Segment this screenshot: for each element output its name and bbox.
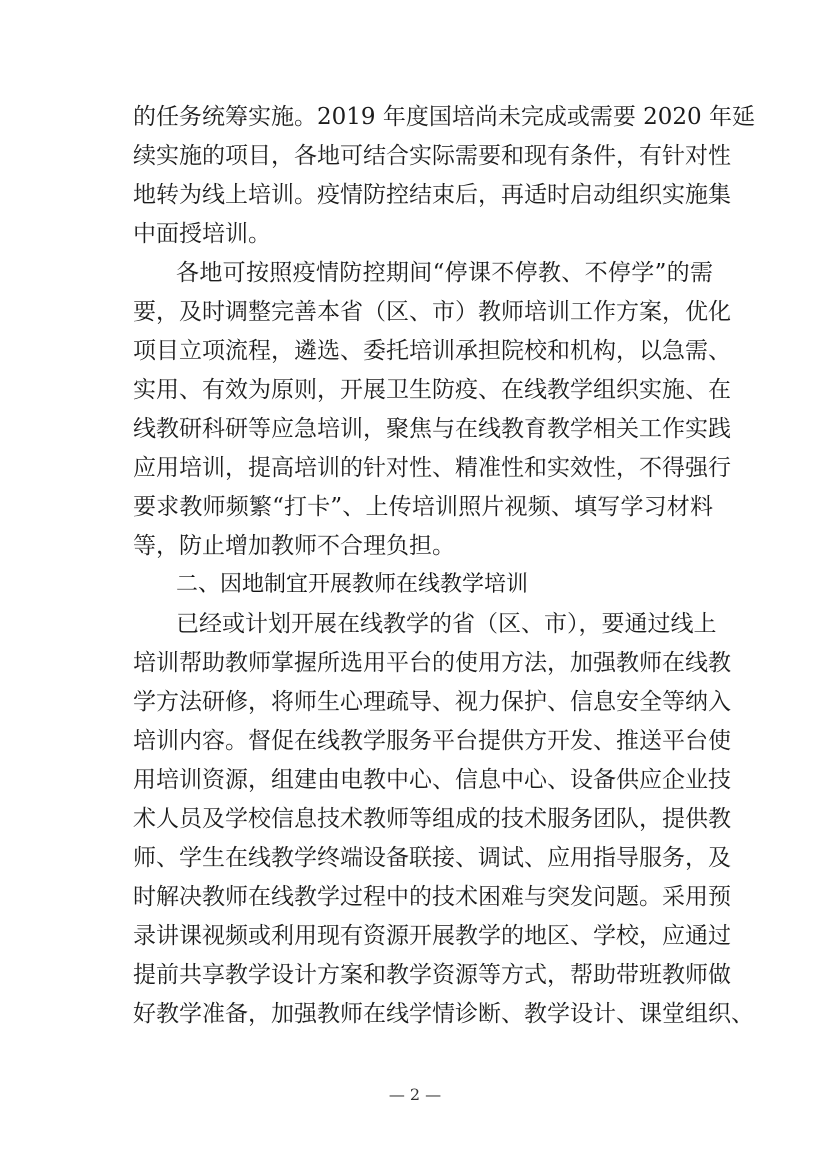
text-line: 项目立项流程，遴选、委托培训承担院校和机构，以急需、 (133, 338, 731, 364)
text-line: 术人员及学校信息技术教师等组成的技术服务团队，提供教 (133, 806, 731, 832)
section-heading: 二、因地制宜开展教师在线教学培训 (176, 572, 529, 597)
text-line: 培训内容。督促在线教学服务平台提供方开发、推送平台使 (133, 728, 731, 754)
text-line: 中面授培训。 (133, 221, 271, 247)
text-line: 提前共享教学设计方案和教学资源等方式，帮助带班教师做 (133, 962, 731, 988)
text-line: 用培训资源，组建由电教中心、信息中心、设备供应企业技 (133, 767, 731, 793)
text-line: 要，及时调整完善本省（区、市）教师培训工作方案，优化 (133, 299, 731, 325)
text-line: 地转为线上培训。疫情防控结束后，再适时启动组织实施集 (133, 182, 731, 208)
text-line: 师、学生在线教学终端设备联接、调试、应用指导服务，及 (133, 845, 731, 871)
text-line: 要求教师频繁“打卡”、上传培训照片视频、填写学习材料 (133, 494, 713, 520)
text-line: 应用培训，提高培训的针对性、精准性和实效性，不得强行 (133, 455, 731, 481)
text-line: 培训帮助教师掌握所选用平台的使用方法，加强教师在线教 (133, 650, 731, 676)
paragraph-first-line: 各地可按照疫情防控期间“停课不停教、不停学”的需 (176, 260, 713, 286)
text-line: 的任务统筹实施。2019 年度国培尚未完成或需要 2020 年延 (133, 104, 755, 130)
paragraph-first-line: 已经或计划开展在线教学的省（区、市），要通过线上 (176, 611, 717, 637)
text-line: 好教学准备，加强教师在线学情诊断、教学设计、课堂组织、 (133, 1001, 754, 1027)
text-line: 录讲课视频或利用现有资源开展教学的地区、学校，应通过 (133, 923, 731, 949)
text-line: 时解决教师在线教学过程中的技术困难与突发问题。采用预 (133, 884, 731, 910)
text-line: 续实施的项目，各地可结合实际需要和现有条件，有针对性 (133, 143, 731, 169)
page-number: — 2 — (388, 1085, 442, 1104)
text-line: 线教研科研等应急培训，聚焦与在线教育教学相关工作实践 (133, 416, 731, 442)
text-line: 学方法研修，将师生心理疏导、视力保护、信息安全等纳入 (133, 689, 731, 715)
text-line: 等，防止增加教师不合理负担。 (133, 533, 455, 559)
text-line: 实用、有效为原则，开展卫生防疫、在线教学组织实施、在 (133, 377, 731, 403)
